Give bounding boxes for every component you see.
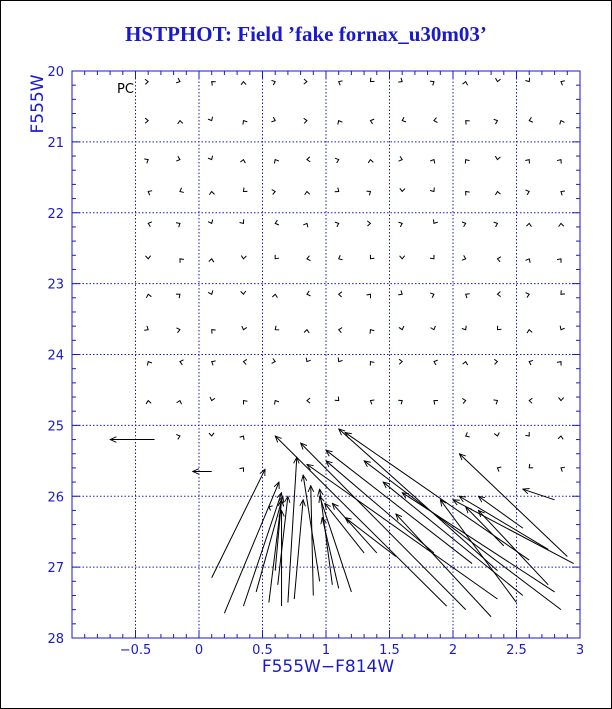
chevron-marker — [338, 358, 342, 362]
chevron-marker — [529, 464, 533, 468]
chevron-marker — [304, 118, 307, 123]
displacement-arrow — [345, 432, 529, 560]
chevron-marker — [243, 121, 247, 125]
chevron-marker — [241, 256, 246, 259]
chevron-marker — [275, 255, 279, 259]
chevron-marker — [402, 117, 406, 122]
chevron-marker — [307, 291, 311, 296]
chevron-marker — [306, 358, 311, 362]
y-tick-label: 28 — [47, 632, 64, 647]
chevron-marker — [269, 506, 273, 511]
chevron-marker — [558, 436, 563, 439]
x-tick-label: 3 — [575, 643, 585, 658]
chevron-marker — [430, 160, 435, 164]
chevron-marker — [243, 188, 247, 192]
chevron-marker — [338, 121, 343, 125]
displacement-arrow — [364, 461, 561, 610]
chevron-marker — [463, 82, 468, 86]
chevron-marker — [525, 160, 529, 164]
y-tick-label: 23 — [47, 277, 64, 293]
displacement-arrow — [466, 507, 504, 546]
y-tick-label: 25 — [47, 419, 64, 435]
chevron-marker — [176, 434, 180, 439]
chevron-marker — [335, 397, 339, 401]
chevron-marker — [497, 257, 500, 262]
chevron-marker — [462, 222, 466, 227]
chevron-marker — [434, 401, 438, 405]
chevron-marker — [176, 328, 179, 333]
chevron-marker — [430, 81, 434, 85]
chevron-marker — [208, 220, 213, 224]
chevron-marker — [497, 326, 501, 330]
chevron-marker — [148, 222, 152, 227]
chevron-marker — [526, 223, 531, 226]
chevron-marker — [242, 326, 247, 330]
chevron-marker — [560, 326, 565, 330]
chevron-marker — [400, 188, 405, 191]
chevron-marker — [180, 259, 184, 263]
chevron-marker — [400, 256, 405, 259]
displacement-arrow — [459, 454, 567, 557]
chevron-marker — [243, 401, 247, 405]
chevron-marker — [462, 326, 466, 330]
chevron-marker — [176, 156, 180, 161]
chevron-marker — [274, 160, 279, 164]
displacement-arrow — [326, 461, 434, 553]
y-tick-label: 22 — [47, 206, 64, 222]
chevron-marker — [433, 219, 437, 223]
chevron-marker — [463, 362, 468, 365]
chevron-marker — [305, 191, 310, 194]
chevron-marker — [462, 255, 466, 260]
chevron-marker — [177, 401, 182, 405]
chevron-marker — [466, 191, 470, 195]
chevron-marker — [431, 326, 436, 330]
displacement-arrow — [269, 500, 282, 603]
displacement-arrow — [294, 500, 303, 599]
chevron-marker — [209, 259, 214, 262]
chevron-marker — [398, 290, 402, 294]
chevron-marker — [525, 190, 529, 195]
y-axis-title: F555W — [28, 74, 48, 134]
displacement-arrows — [110, 429, 574, 617]
chevron-marker — [494, 400, 498, 404]
y-tick-label: 21 — [47, 135, 64, 151]
chevron-marker — [466, 432, 470, 437]
chevron-marker — [526, 293, 530, 298]
chevron-marker — [304, 330, 309, 333]
displacement-arrow — [523, 489, 555, 500]
displacement-arrow — [320, 496, 352, 592]
panel-label: PC — [117, 82, 134, 97]
chevron-marker — [370, 78, 374, 82]
chevron-marker — [399, 326, 404, 330]
chevron-marker — [180, 360, 184, 365]
chevron-marker — [145, 256, 150, 259]
chevron-marker — [399, 156, 403, 161]
x-tick-label: 2 — [448, 643, 458, 658]
chevron-marker — [561, 191, 565, 195]
chart-title: HSTPHOT: Field ’fake fornax_u30m03’ — [125, 22, 487, 46]
y-tick-label: 27 — [47, 561, 64, 577]
chevron-marker — [210, 397, 215, 401]
chevron-marker — [240, 436, 244, 440]
chevron-marker — [434, 118, 437, 123]
chevron-marker — [558, 397, 563, 400]
chevron-marker — [561, 290, 565, 294]
chevron-marker — [307, 398, 310, 403]
chevron-marker — [241, 82, 246, 85]
displacement-arrow — [326, 450, 472, 563]
displacement-arrow — [339, 429, 498, 571]
displacement-arrow — [320, 489, 333, 585]
grid-lines — [72, 71, 580, 638]
chevron-marker — [209, 191, 214, 194]
displacement-arrow — [332, 503, 376, 553]
chevron-marker — [241, 291, 246, 294]
displacement-arrow — [345, 518, 396, 557]
chevron-marker — [146, 294, 151, 298]
chevron-marker — [494, 432, 499, 436]
chevron-marker — [335, 222, 339, 227]
chevron-marker — [559, 223, 564, 226]
chevron-marker — [525, 432, 529, 436]
x-tick-label: 0 — [194, 643, 204, 658]
y-tick-label: 26 — [47, 490, 64, 506]
chevron-marker — [430, 255, 434, 259]
chevron-marker — [240, 160, 245, 163]
chevron-marker — [465, 160, 469, 164]
chevron-marker — [368, 160, 373, 163]
chevron-marker — [462, 398, 465, 403]
chevron-marker — [145, 79, 148, 84]
x-tick-label: −0.5 — [119, 643, 152, 658]
chevron-marker — [178, 121, 183, 124]
chevron-marker — [148, 191, 152, 196]
chevron-marker — [434, 360, 438, 365]
chevron-marker — [339, 255, 343, 260]
chevron-marker — [495, 191, 500, 194]
chevron-marker — [212, 82, 216, 86]
chevron-marker — [370, 255, 374, 259]
chevron-marker — [146, 401, 151, 404]
chevron-marker — [272, 358, 276, 363]
chevron-marker — [561, 81, 565, 86]
chevron-marker — [240, 468, 244, 472]
chevron-marker — [272, 190, 275, 195]
chevron-marker — [176, 294, 180, 298]
chevron-marker — [367, 294, 371, 298]
chevron-marker — [367, 221, 370, 226]
chevron-marker — [145, 118, 148, 123]
chevron-marker — [208, 117, 213, 121]
chevron-marker — [275, 326, 279, 330]
chevron-marker — [557, 160, 561, 164]
chevron-marker — [466, 121, 470, 125]
chevron-marker — [529, 117, 533, 122]
y-tick-label: 24 — [47, 348, 64, 364]
chevron-marker — [494, 222, 498, 227]
chevron-marker — [272, 294, 277, 297]
chevron-marker — [497, 292, 500, 297]
chevron-marker — [307, 157, 310, 162]
chevron-marker — [147, 362, 151, 366]
displacement-arrow — [224, 482, 279, 613]
axes — [47, 65, 584, 658]
chevron-marker — [557, 259, 561, 263]
chevron-marker — [529, 360, 533, 365]
x-axis-title: F555W−F814W — [261, 657, 395, 677]
chevron-marker — [307, 256, 311, 261]
displacement-arrow — [303, 475, 320, 581]
chevron-marker — [339, 292, 342, 297]
chevron-marker — [176, 223, 180, 227]
chevron-marker — [497, 467, 501, 472]
chevron-marker — [240, 219, 244, 223]
chevron-marker — [180, 188, 184, 193]
chevron-marker — [496, 78, 501, 82]
displacement-arrow — [212, 469, 265, 577]
chevron-marker — [466, 294, 470, 298]
chevron-marker — [366, 191, 370, 195]
chevron-marker — [399, 359, 402, 364]
chevron-marker — [208, 156, 213, 160]
displacement-arrow — [459, 496, 548, 549]
chevron-marker — [339, 328, 342, 333]
chevron-marker — [212, 361, 216, 365]
chevron-marker — [398, 78, 402, 82]
chevron-marker — [430, 188, 434, 192]
chevron-marker — [557, 362, 561, 366]
chevron-marker — [560, 121, 565, 125]
chevron-marker — [339, 81, 343, 86]
x-tick-label: 2.5 — [506, 643, 527, 658]
chevron-marker — [144, 159, 148, 164]
chevron-marker — [335, 158, 339, 163]
chevron-markers — [144, 78, 565, 511]
chevron-marker — [176, 78, 180, 83]
chevron-marker — [209, 433, 214, 436]
chevron-marker — [398, 222, 402, 227]
chevron-marker — [304, 79, 307, 84]
chevron-marker — [525, 78, 529, 82]
y-tick-label: 20 — [47, 65, 64, 80]
chevron-marker — [494, 119, 498, 124]
chevron-marker — [370, 119, 374, 124]
chevron-marker — [561, 467, 565, 471]
chevron-marker — [275, 401, 279, 405]
chevron-marker — [271, 117, 275, 122]
x-tick-label: 0.5 — [252, 643, 273, 658]
chevron-marker — [527, 330, 532, 333]
displacement-arrow — [396, 514, 491, 617]
chevron-marker — [212, 330, 216, 334]
chevron-marker — [495, 156, 500, 159]
chevron-marker — [275, 220, 279, 225]
chevron-marker — [430, 293, 434, 298]
chevron-marker — [335, 188, 339, 192]
chevron-marker — [370, 362, 374, 366]
chevron-marker — [398, 400, 402, 404]
chevron-marker — [208, 290, 213, 294]
chevron-marker — [243, 359, 246, 364]
chevron-marker — [271, 80, 275, 85]
chevron-marker — [529, 398, 532, 403]
chevron-marker — [303, 223, 308, 227]
x-tick-label: 1.5 — [379, 643, 400, 658]
chevron-marker — [370, 400, 374, 404]
displacement-arrow — [307, 464, 498, 599]
x-tick-label: 1 — [321, 643, 331, 658]
chevron-marker — [526, 259, 531, 263]
chevron-marker — [494, 359, 497, 364]
chevron-marker — [144, 326, 148, 330]
chevron-marker — [370, 330, 374, 334]
